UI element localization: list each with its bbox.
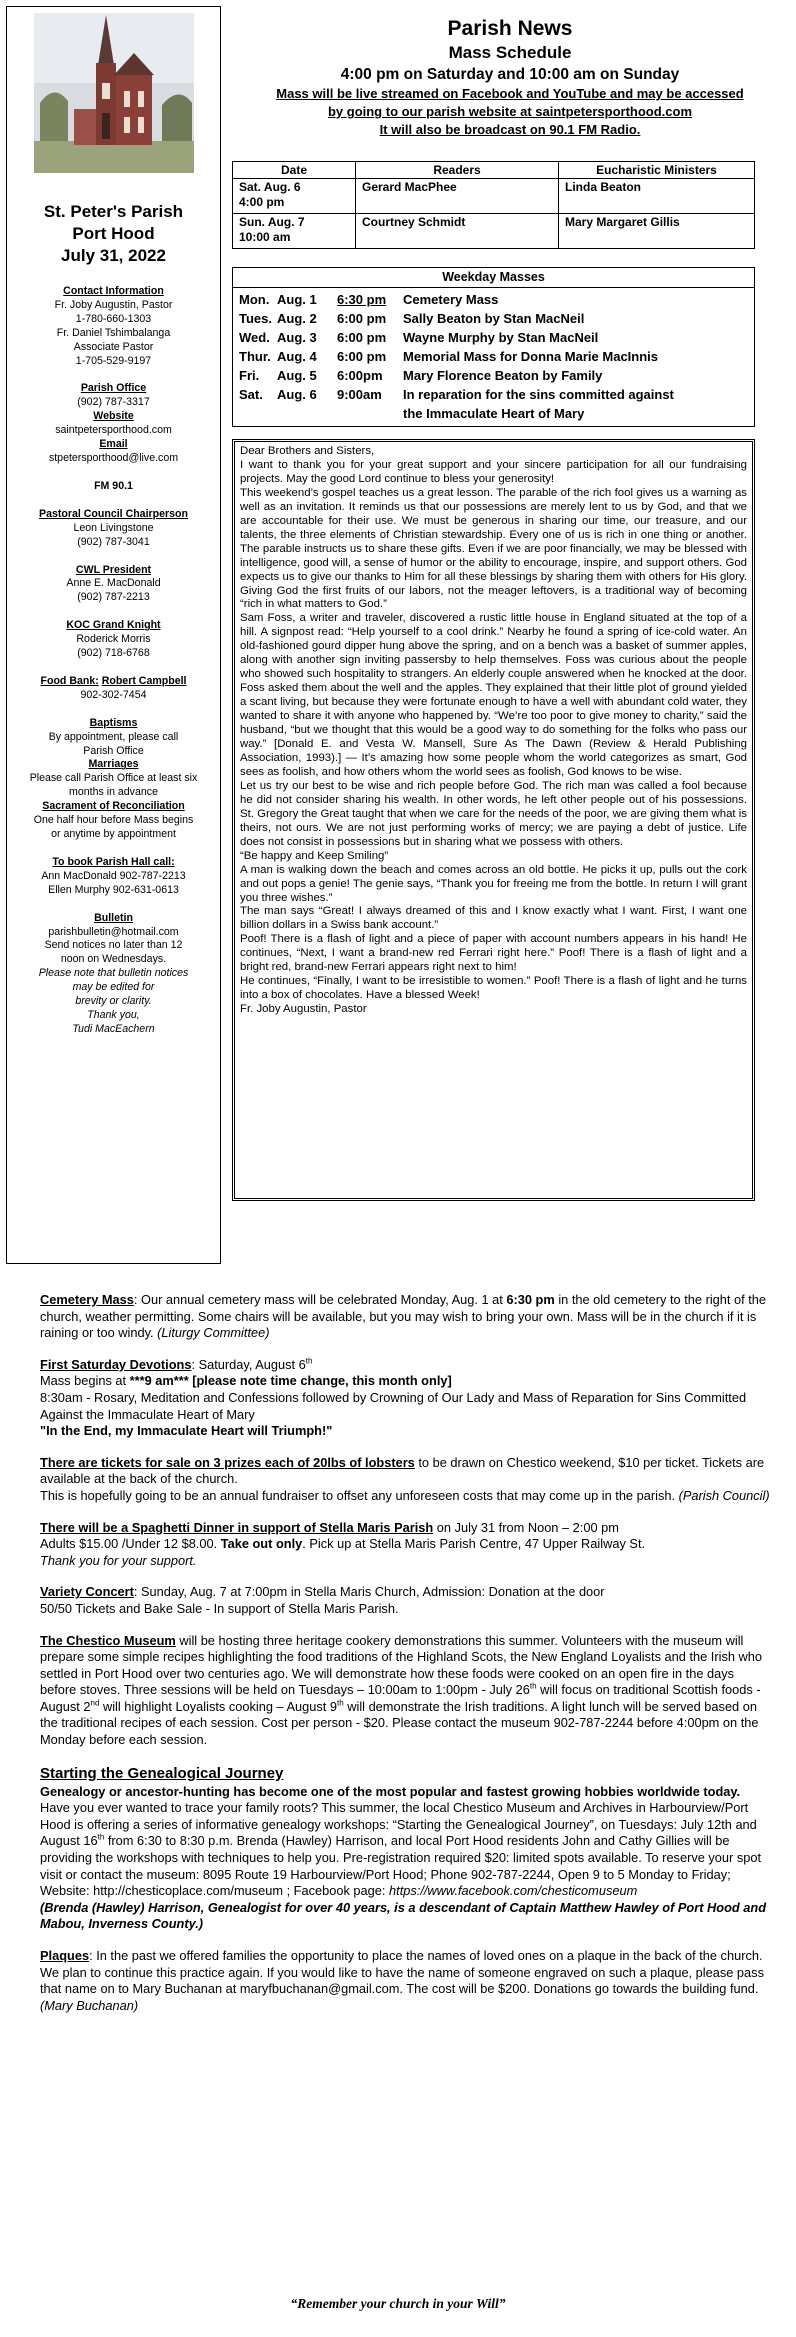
spaghetti-dinner-notice: There will be a Spaghetti Dinner in support of Stella Maris Parish on July 31 from Noon – 2:00 pm Adults $15.00 /Under 12 $8.00. Take out only. Pick up at Stella Maris Parish Centre, 47 Upper Railway St. Thank you for your support. — [40, 1519, 646, 1568]
first-saturday-notice: First Saturday Devotions: Saturday, August 6th Mass begins at ***9 am*** [please note time change, this month only] 8:30am - Rosary, Meditation and Confessions followed by Crowning of Our Lady and Mass of Reparation for Sins Committed Against the Immaculate Heart of Mary "In the End, my Immaculate Heart will Triumph!" — [40, 1356, 747, 1439]
facebook-link[interactable]: https://www.facebook.com/chesticomuseum — [389, 1883, 638, 1899]
main-column — [230, 0, 790, 1201]
koc-heading: KOC Grand Knight — [66, 619, 161, 632]
weekday-row: Sat. Aug. 6 9:00am In reparation for the sins committed against — [239, 387, 674, 402]
church-photo — [34, 13, 194, 173]
letter-paragraph: I want to thank you for your great support and your sincere participation for all our fundraising projects. May the good Lord continue to bless your generosity! — [240, 458, 747, 485]
weekday-heading: Weekday Masses — [233, 268, 754, 288]
letter-paragraph: Fr. Joby Augustin, Pastor — [240, 1003, 367, 1016]
pastoral-heading: Pastoral Council Chairperson — [39, 507, 188, 520]
weekday-masses-box — [232, 267, 755, 427]
website-heading: Website — [93, 410, 134, 423]
hall-heading: To book Parish Hall call: — [52, 855, 175, 868]
letter-paragraph: Dear Brothers and Sisters, — [240, 445, 375, 457]
notices — [40, 1292, 770, 2029]
footer-tagline: “Remember your church in your Will” — [290, 2296, 506, 2311]
pastor-letter — [232, 439, 755, 1201]
website-link[interactable]: saintpetersporthood.com — [55, 424, 172, 437]
weekday-row: Wed. Aug. 3 6:00 pm Wayne Murphy by Stan MacNeil — [239, 330, 599, 345]
letter-paragraph: “Be happy and Keep Smiling” — [240, 849, 389, 862]
email-link[interactable]: stpetersporthood@live.com — [48, 451, 179, 464]
table-header-row: Date Readers Eucharistic Ministers — [233, 162, 755, 179]
contact-heading: Contact Information — [63, 285, 164, 297]
mass-times: 4:00 pm on Saturday and 10:00 am on Sunday — [340, 66, 680, 83]
bulletin-heading: Bulletin — [94, 911, 133, 924]
sidebar-info: Contact Information Fr. Joby Augustin, Pastor 1-780-660-1303 Fr. Daniel Tshimbalanga Associate Pastor 1-705-529-9197 Parish Office (902) 787-3317 Website saintpetersporthood.com Email stpetersporthood@live.com FM 90.1 Pastoral Council Chairperson Leon Livingstone (902) 787-3041 CWL President Anne E. MacDonald (902) 787-2213 KOC Grand Knight Roderick Morris (902) 718-6768 Food Bank: Robert Campbell 902-302-7454 Baptisms By appointment, please call Parish Office Marriages Please call Parish Office at least six months in advance Sacrament of Reconciliation One half hour before Mass begins or anytime by appointment To book Parish Hall call: Ann MacDonald 902-787-2213 Ellen Murphy 902-631-0613 Bulletin parishbulletin@hotmail.com Send notices no later than 12 noon on Wednesdays. Please note that bulletin notices may be edited for brevity or clarity. Thank you, Tudi MacEachern — [7, 285, 220, 1037]
plaques-notice: Plaques: In the past we offered families the opportunity to place the names of loved ones on a plaque in the back of the church. We plan to continue this practice again. If you would like to have the name of someone engraved on such a plaque, please pass that name on to Mary Buchanan at maryfbuchanan@gmail.com. The cost will be $200. Donations go towards the building fund. (Mary Buchanan) — [40, 1948, 764, 2013]
lobster-raffle-notice: There are tickets for sale on 3 prizes each of 20lbs of lobsters to be drawn on Chestico weekend, $10 per ticket. Tickets are available at the back of the church. This is hopefully going to be an annual fundraiser to offset any unforeseen costs that may come up in the parish. (Parish Council) — [40, 1454, 770, 1503]
mass-roster-table — [232, 161, 755, 249]
weekday-row: Thur. Aug. 4 6:00 pm Memorial Mass for Donna Marie MacInnis — [239, 349, 659, 364]
baptisms-heading: Baptisms — [89, 716, 138, 729]
sidebar — [6, 6, 221, 1264]
weekday-row: Mon. Aug. 1 6:30 pm Cemetery Mass — [239, 292, 499, 307]
letter-paragraph: A man is walking down the beach and comes across an old bottle. He picks it up, pulls out the cork and out pops a genie! The genie says, “Thank you for freeing me from the bottle. In return I will grant you three wishes.” — [240, 863, 747, 904]
reconciliation-heading: Sacrament of Reconciliation — [42, 800, 185, 813]
weekday-row: Fri. Aug. 5 6:00pm Mary Florence Beaton by Family — [239, 368, 603, 383]
table-row: Sun. Aug. 7 10:00 am Courtney Schmidt Mary Margaret Gillis — [233, 214, 755, 249]
livestream-notice: Mass will be live streamed on Facebook and YouTube and may be accessed by going to our parish website at saintpetersporthood.com It will also be broadcast on 90.1 FM Radio. — [276, 86, 744, 137]
letter-paragraph: Sam Foss, a writer and traveler, discovered a rustic little house in England situated at the top of a hill. A signpost read: “Help yourself to a cool drink.” Nearby he found a spring of ice-cold water. An old-fashioned gourd dipper hung above the spring, and on a bench was a basket of summer apples, along with another sign inviting passersby to help themselves. Foss was curious about the people who showed such hospitality to strangers. An elderly couple answered when he knocked at the door. Foss asked them about the well and the apples. They explained that their little plot of ground yielded a scant living, but because they were fortunate enough to have a well with abundant cold water, they wanted to share it with anyone who happened by. “We’re too poor to give money to charity,” said the husband, “but we thought that this would be a good way to do something for the folks who pass our way.” [Donald E. and Vesta W. Mansell, Sure As The Dawn (Review & Herald Publishing Association, 1993).] — It’s amazing how some people whom the world categorizes as smart, God sees as foolish, and how others whom the world sees as foolish, God knows to be wise. — [240, 612, 747, 778]
variety-concert-notice: Variety Concert: Sunday, Aug. 7 at 7:00pm in Stella Maris Church, Admission: Donation at the door 50/50 Tickets and Bake Sale - In support of Stella Maris Parish. — [40, 1584, 605, 1616]
cemetery-mass-notice: Cemetery Mass: Our annual cemetery mass will be celebrated Monday, Aug. 1 at 6:30 pm in the old cemetery to the right of the church, weather permitting. Some chairs will be available, but you may wish to bring your own. Mass will be in the church if it is raining or too windy. (Liturgy Committee) — [40, 1292, 767, 1341]
letter-paragraph: Poof! There is a flash of light and a piece of paper with account numbers appears in his hand! He continues, “Next, I want a brand-new red Ferrari right here.” Poof! There is a flash of light and a bright red, brand-new Ferrari appears right next to him! — [240, 933, 747, 974]
genealogy-notice: Starting the Genealogical Journey Genealogy or ancestor-hunting has become one of the most popular and fastest growing hobbies worldwide today. Have you ever wanted to trace your family roots? This summer, the local Chestico Museum and Archives in Harbourview/Port Hood is offering a series of informative genealogy workshops: “Starting the Genealogical Journey”, on Tuesdays: July 12th and August 16th from 6:30 to 8:30 p.m. Brenda (Hawley) Harrison, and local Port Hood residents John and Cathy Gillies will be providing the workshops with techniques to help you. Pre-registration required $20: limited spots available. To reserve your spot visit or contact the museum: 8095 Route 19 Harbourview/Port Hood; Phone 902-787-2244, Open 9 to 5 Monday to Friday; Website: http://chesticoplace.com/museum ; Facebook page: https://www.facebook.com/chesticomuseum (Brenda (Hawley) Harrison, Genealogist for over 40 years, is a descendant of Captain Matthew Hawley of Port Hood and Mabou, Inverness County.) — [40, 1764, 767, 1932]
parish-office-heading: Parish Office — [80, 382, 147, 395]
letter-paragraph: Let us try our best to be wise and rich people before God. The rich man was called a fool because he did not consider sharing his wealth. In other words, he left other people out of his possessions. St. Gregory the Great taught that when we care for the needs of the poor, we are giving them what is theirs, not ours. We are not just performing works of mercy; we are paying a debt of justice. Life does not consist in possessions but in sharing what we possess with others. — [240, 779, 747, 848]
letter-paragraph: This weekend’s gospel teaches us a great lesson. The parable of the rich fool gives us a warning as well as an invitation. It reminds us that our possessions are merely lent to us by God, and that we are accountable for their use. We must be generous in sharing our time, our treasure, and our talents, the three elements of Christian stewardship. Every one of us is rich in one thing or another. The parable instructs us to share these gifts. Even if we are poor financially, we may be blessed with intelligence, good will, a sense of humor or the ability to encourage, inspire, and support others. God expects us to give our thanks to Him for all these blessings by sharing them with others for His glory. Giving God the first fruits of our labors, not the meager leftovers, is a traditional way of becoming “rich in what matters to God.” — [240, 486, 747, 611]
email-heading: Email — [99, 438, 128, 451]
cwl-heading: CWL President — [75, 563, 152, 576]
page-title: Parish News — [447, 17, 573, 40]
marriages-heading: Marriages — [88, 758, 139, 771]
food-bank: Food Bank: Robert Campbell — [40, 674, 187, 687]
museum-notice: The Chestico Museum will be hosting three heritage cookery demonstrations this summer. Volunteers with the museum will prepare some simple recipes highlighting the food traditions of the Highland Scots, the New England Loyalists and the Irish who settled in Port Hood over two centuries ago. We will demonstrate how these foods were cooked on an open fire in the days before stoves. Three sessions will be held on Tuesdays – 10:00am to 1:00pm - July 26th will focus on traditional Scottish foods - August 2nd will highlight Loyalists cooking – August 9th will demonstrate the Irish traditions. A light lunch will be served based on the traditional recipes of each session. Cost per person - $20. Please contact the museum 902-787-2244 before 4:00pm on the Monday before each session. — [40, 1632, 763, 1748]
letter-paragraph: The man says “Great! I always dreamed of this and I know exactly what I want. First, I want one billion dollars in a Swiss bank account.” — [240, 905, 747, 932]
bulletin-email[interactable]: parishbulletin@hotmail.com — [48, 925, 179, 938]
table-row: Sat. Aug. 6 4:00 pm Gerard MacPhee Linda Beaton — [233, 179, 755, 214]
weekday-row: Tues. Aug. 2 6:00 pm Sally Beaton by Stan MacNeil — [239, 311, 585, 326]
letter-paragraph: He continues, “Finally, I want to be irresistible to women.” Poof! There is a flash of light and he turns into a box of chocolates. Have a blessed Week! — [240, 975, 747, 1002]
radio-frequency: FM 90.1 — [94, 479, 133, 492]
parish-name: St. Peter's Parish Port Hood July 31, 2022 — [43, 202, 184, 265]
page-subtitle: Mass Schedule — [448, 43, 572, 62]
weekday-list — [233, 288, 754, 426]
weekday-row: the Immaculate Heart of Mary — [403, 406, 585, 421]
